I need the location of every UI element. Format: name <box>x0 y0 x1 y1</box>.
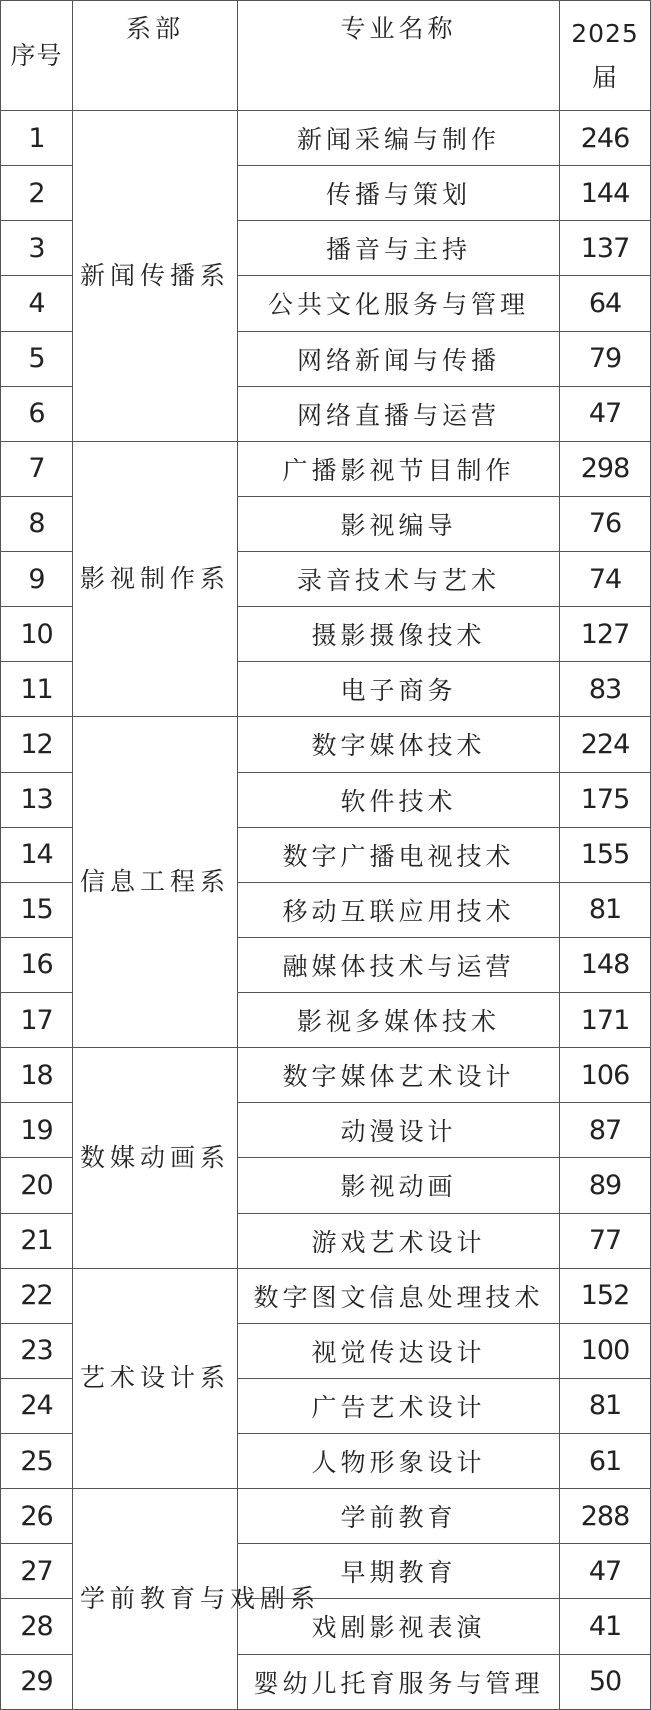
graduate-count-cell: 77 <box>560 1213 651 1268</box>
major-name-cell: 人物形象设计 <box>238 1434 560 1489</box>
major-name-cell: 融媒体技术与运营 <box>238 937 560 992</box>
header-major-name: 专业名称 <box>238 1 560 111</box>
major-name-cell: 数字广播电视技术 <box>238 827 560 882</box>
major-name-cell: 视觉传达设计 <box>238 1323 560 1378</box>
major-name-cell: 数字媒体艺术设计 <box>238 1048 560 1103</box>
graduate-count-cell: 61 <box>560 1434 651 1489</box>
major-name-cell: 广播影视节目制作 <box>238 441 560 496</box>
header-graduate-count: 2025届 <box>560 1 651 111</box>
graduate-count-cell: 76 <box>560 496 651 551</box>
header-serial-number: 序号 <box>1 1 73 111</box>
serial-number-cell: 1 <box>1 111 73 166</box>
graduate-count-cell: 224 <box>560 717 651 772</box>
major-name-cell: 新闻采编与制作 <box>238 111 560 166</box>
serial-number-cell: 29 <box>1 1654 73 1710</box>
major-name-cell: 网络直播与运营 <box>238 386 560 441</box>
serial-number-cell: 20 <box>1 1158 73 1213</box>
graduate-count-cell: 83 <box>560 662 651 717</box>
graduate-count-cell: 148 <box>560 937 651 992</box>
major-name-cell: 戏剧影视表演 <box>238 1599 560 1654</box>
serial-number-cell: 19 <box>1 1103 73 1158</box>
serial-number-cell: 5 <box>1 331 73 386</box>
serial-number-cell: 9 <box>1 552 73 607</box>
graduate-count-cell: 87 <box>560 1103 651 1158</box>
graduate-count-cell: 100 <box>560 1323 651 1378</box>
serial-number-cell: 18 <box>1 1048 73 1103</box>
major-name-cell: 影视多媒体技术 <box>238 993 560 1048</box>
serial-number-cell: 15 <box>1 882 73 937</box>
serial-number-cell: 6 <box>1 386 73 441</box>
department-name: 艺术设计系 <box>80 1363 231 1393</box>
table-row <box>1 717 651 772</box>
department-name: 影视制作系 <box>80 564 231 594</box>
major-name-cell: 软件技术 <box>238 772 560 827</box>
major-name-cell: 电子商务 <box>238 662 560 717</box>
table-body <box>1 111 651 1710</box>
serial-number-cell: 22 <box>1 1268 73 1323</box>
department-name: 新闻传播系 <box>80 260 231 290</box>
major-name-cell: 影视动画 <box>238 1158 560 1213</box>
serial-number-cell: 10 <box>1 607 73 662</box>
graduate-count-cell: 246 <box>560 111 651 166</box>
major-name-cell: 传播与策划 <box>238 166 560 221</box>
graduate-count-cell: 298 <box>560 441 651 496</box>
table-row <box>1 1489 651 1544</box>
graduate-count-cell: 106 <box>560 1048 651 1103</box>
serial-number-cell: 3 <box>1 221 73 276</box>
graduate-count-cell: 47 <box>560 386 651 441</box>
department-cell <box>73 1489 321 1710</box>
graduate-count-cell: 50 <box>560 1654 651 1710</box>
serial-number-cell: 27 <box>1 1544 73 1599</box>
serial-number-cell: 24 <box>1 1378 73 1433</box>
department-name: 数媒动画系 <box>80 1142 231 1172</box>
major-name-cell: 婴幼儿托育服务与管理 <box>238 1654 560 1710</box>
major-name-cell: 摄影摄像技术 <box>238 607 560 662</box>
graduate-count-cell: 74 <box>560 552 651 607</box>
serial-number-cell: 4 <box>1 276 73 331</box>
graduate-count-cell: 152 <box>560 1268 651 1323</box>
graduate-count-cell: 171 <box>560 993 651 1048</box>
table-header-row <box>1 1 651 111</box>
graduate-count-cell: 41 <box>560 1599 651 1654</box>
serial-number-cell: 8 <box>1 496 73 551</box>
graduate-count-cell: 47 <box>560 1544 651 1599</box>
serial-number-cell: 23 <box>1 1323 73 1378</box>
graduate-count-cell: 64 <box>560 276 651 331</box>
graduate-count-cell: 144 <box>560 166 651 221</box>
table-row <box>1 1268 651 1323</box>
major-name-cell: 移动互联应用技术 <box>238 882 560 937</box>
department-cell <box>73 1048 238 1269</box>
header-department: 系部 <box>73 1 238 111</box>
department-cell <box>73 717 238 1048</box>
major-name-cell: 数字图文信息处理技术 <box>238 1268 560 1323</box>
major-name-cell: 影视编导 <box>238 496 560 551</box>
serial-number-cell: 2 <box>1 166 73 221</box>
serial-number-cell: 25 <box>1 1434 73 1489</box>
graduate-count-cell: 288 <box>560 1489 651 1544</box>
graduate-count-cell: 155 <box>560 827 651 882</box>
major-name-cell: 学前教育 <box>238 1489 560 1544</box>
serial-number-cell: 26 <box>1 1489 73 1544</box>
serial-number-cell: 21 <box>1 1213 73 1268</box>
major-name-cell: 公共文化服务与管理 <box>238 276 560 331</box>
major-name-cell: 录音技术与艺术 <box>238 552 560 607</box>
table-row <box>1 1048 651 1103</box>
department-cell <box>73 441 238 717</box>
department-cell <box>73 111 238 442</box>
serial-number-cell: 17 <box>1 993 73 1048</box>
major-name-cell: 早期教育 <box>238 1544 560 1599</box>
serial-number-cell: 11 <box>1 662 73 717</box>
table-row <box>1 441 651 496</box>
serial-number-cell: 16 <box>1 937 73 992</box>
graduate-count-cell: 79 <box>560 331 651 386</box>
graduate-count-cell: 89 <box>560 1158 651 1213</box>
serial-number-cell: 7 <box>1 441 73 496</box>
department-name: 学前教育与戏剧系 <box>80 1584 321 1614</box>
graduate-count-cell: 137 <box>560 221 651 276</box>
table-row <box>1 111 651 166</box>
graduate-count-cell: 81 <box>560 1378 651 1433</box>
serial-number-cell: 28 <box>1 1599 73 1654</box>
serial-number-cell: 14 <box>1 827 73 882</box>
major-name-cell: 网络新闻与传播 <box>238 331 560 386</box>
major-name-cell: 数字媒体技术 <box>238 717 560 772</box>
serial-number-cell: 13 <box>1 772 73 827</box>
department-name: 信息工程系 <box>80 867 231 897</box>
major-name-cell: 动漫设计 <box>238 1103 560 1158</box>
major-name-cell: 广告艺术设计 <box>238 1378 560 1433</box>
major-name-cell: 游戏艺术设计 <box>238 1213 560 1268</box>
graduate-count-cell: 175 <box>560 772 651 827</box>
serial-number-cell: 12 <box>1 717 73 772</box>
graduate-count-cell: 81 <box>560 882 651 937</box>
department-cell <box>73 1268 238 1489</box>
major-name-cell: 播音与主持 <box>238 221 560 276</box>
graduate-count-cell: 127 <box>560 607 651 662</box>
